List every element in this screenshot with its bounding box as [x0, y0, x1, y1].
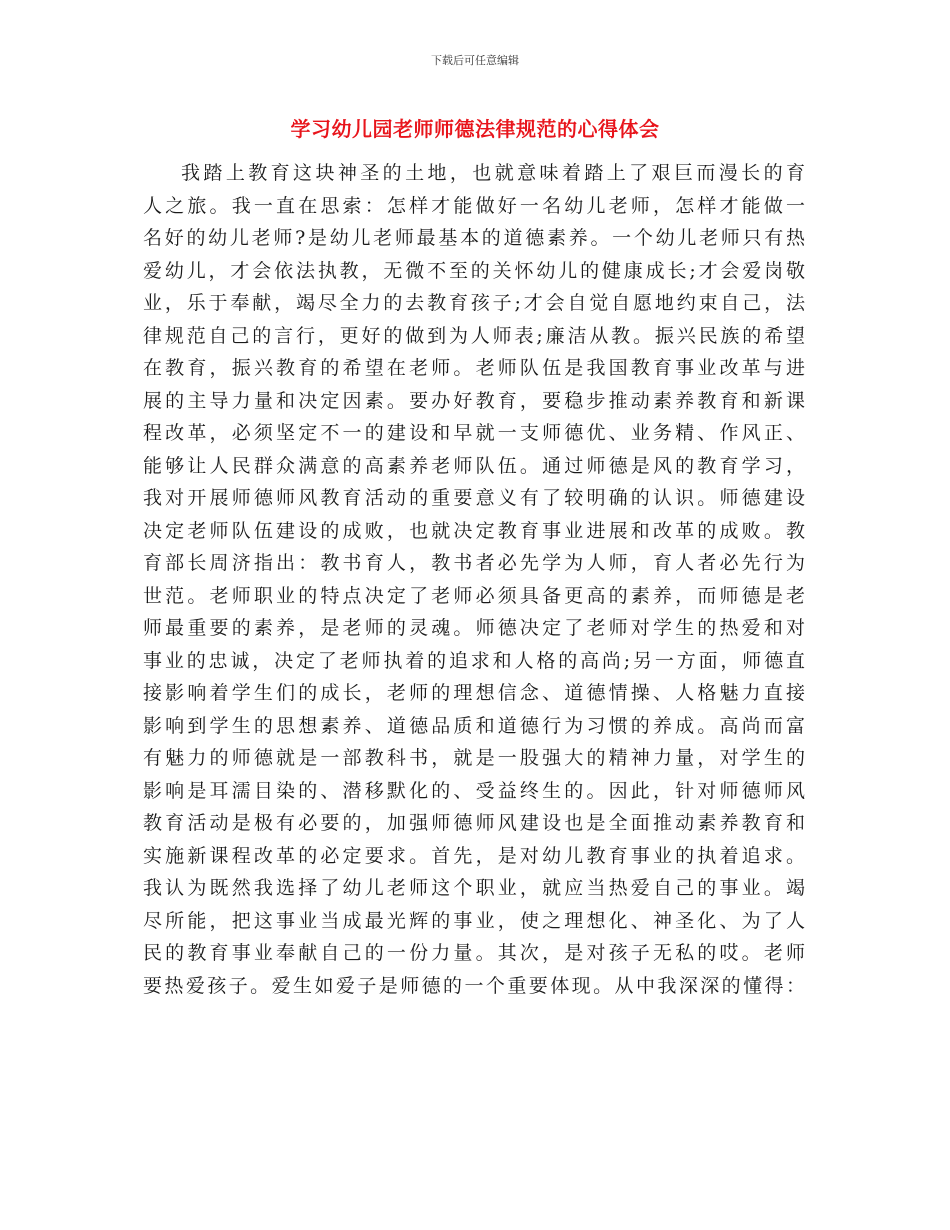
body-line: 律规范自己的言行，更好的做到为人师表;廉洁从教。振兴民族的希望	[143, 324, 805, 347]
body-line: 影响是耳濡目染的、潜移默化的、受益终生的。因此，针对师德师风	[143, 779, 805, 802]
body-text	[143, 157, 805, 1002]
body-line: 爱幼儿，才会依法执教，无微不至的关怀幼儿的健康成长;才会爱岗敬	[143, 259, 805, 282]
body-line: 我认为既然我选择了幼儿老师这个职业，就应当热爱自己的事业。竭	[143, 877, 805, 899]
body-line: 程改革，必须坚定不一的建设和早就一支师德优、业务精、作风正、	[143, 422, 805, 444]
body-line: 我对开展师德师风教育活动的重要意义有了较明确的认识。师德建设	[143, 487, 805, 509]
body-line: 决定老师队伍建设的成败，也就决定教育事业进展和改革的成败。教	[143, 519, 805, 542]
document-title: 学习幼儿园老师师德法律规范的心得体会	[290, 117, 660, 141]
body-line: 展的主导力量和决定因素。要办好教育，要稳步推动素养教育和新课	[143, 389, 805, 412]
body-line: 名好的幼儿老师?是幼儿老师最基本的道德素养。一个幼儿老师只有热	[143, 227, 805, 249]
body-line: 要热爱孩子。爱生如爱子是师德的一个重要体现。从中我深深的懂得：	[143, 974, 805, 997]
body-line: 影响到学生的思想素养、道德品质和道德行为习惯的养成。高尚而富	[143, 714, 805, 737]
body-line: 能够让人民群众满意的高素养老师队伍。通过师德是风的教育学习，	[143, 454, 805, 477]
body-line: 民的教育事业奉献自己的一份力量。其次，是对孩子无私的哎。老师	[143, 942, 805, 964]
body-line: 人之旅。我一直在思索：怎样才能做好一名幼儿老师，怎样才能做一	[143, 194, 805, 217]
body-line: 我踏上教育这块神圣的土地，也就意味着踏上了艰巨而漫长的育	[181, 162, 805, 184]
body-line: 接影响着学生们的成长，老师的理想信念、道德情操、人格魅力直接	[143, 682, 805, 704]
header-note: 下载后可任意编辑	[431, 54, 519, 67]
body-line: 尽所能，把这事业当成最光辉的事业，使之理想化、神圣化、为了人	[143, 909, 805, 932]
body-line: 师最重要的素养，是老师的灵魂。师德决定了老师对学生的热爱和对	[143, 617, 805, 639]
body-line: 在教育，振兴教育的希望在老师。老师队伍是我国教育事业改革与进	[143, 357, 805, 379]
body-line: 育部长周济指出：教书育人，教书者必先学为人师，育人者必先行为	[143, 552, 805, 574]
body-line: 实施新课程改革的必定要求。首先，是对幼儿教育事业的执着追求。	[143, 844, 805, 867]
body-line: 教育活动是极有必要的，加强师德师风建设也是全面推动素养教育和	[143, 812, 805, 834]
body-line: 世范。老师职业的特点决定了老师必须具备更高的素养，而师德是老	[143, 584, 805, 607]
body-line: 业，乐于奉献，竭尽全力的去教育孩子;才会自觉自愿地约束自己，法	[143, 292, 805, 314]
body-line: 事业的忠诚，决定了老师执着的追求和人格的高尚;另一方面，师德直	[143, 649, 805, 672]
body-line: 有魅力的师德就是一部教科书，就是一股强大的精神力量，对学生的	[143, 747, 805, 769]
